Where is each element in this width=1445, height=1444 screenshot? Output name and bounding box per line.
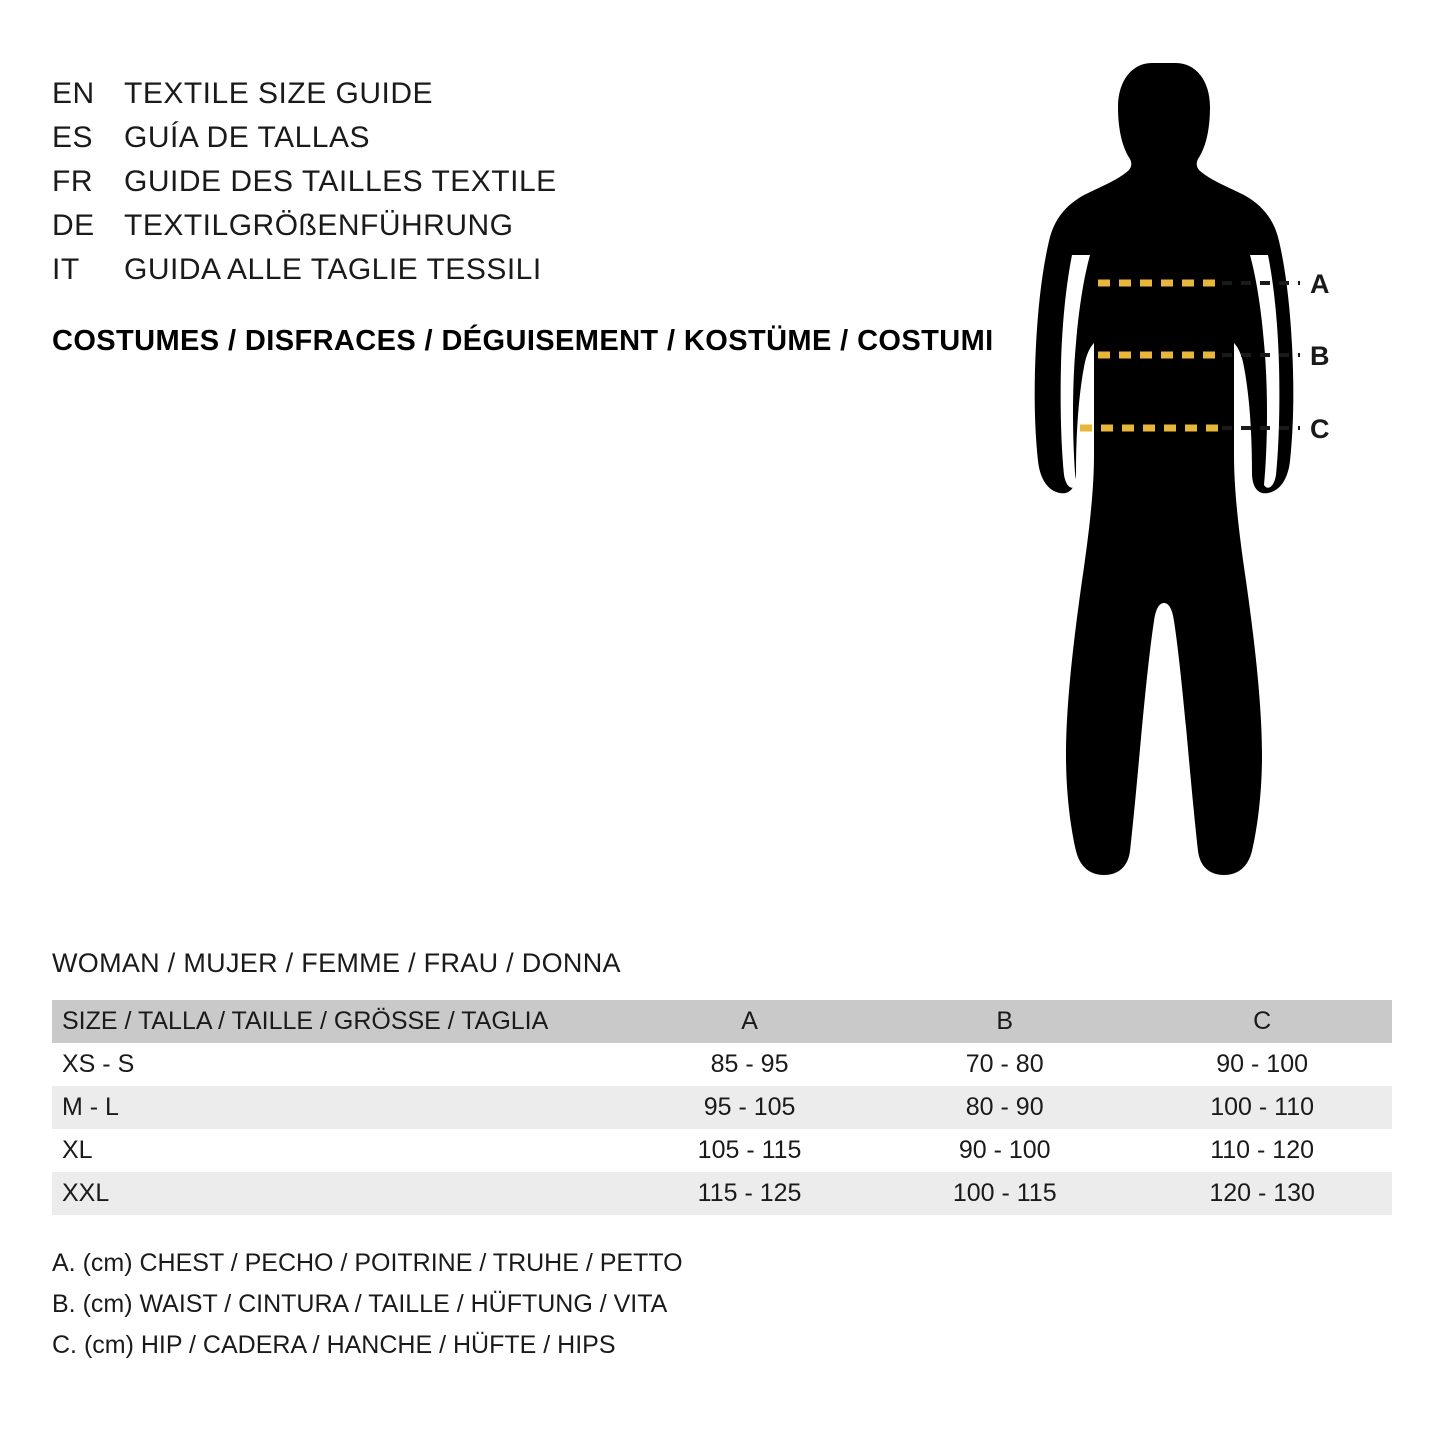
cell-b: 100 - 115 — [952, 1179, 1057, 1207]
legend-line-b: B. (cm) WAIST / CINTURA / TAILLE / HÜFTUNG / VITA — [52, 1290, 668, 1318]
size-table — [52, 1000, 1392, 1215]
table-header-row — [52, 1000, 1392, 1043]
cell-c: 110 - 120 — [1210, 1136, 1315, 1164]
cell-size: XL — [62, 1136, 93, 1164]
cell-size: XS - S — [62, 1050, 135, 1078]
marker-label-a: A — [1310, 269, 1330, 299]
cell-c: 120 - 130 — [1209, 1179, 1315, 1207]
silhouette-figure — [1010, 55, 1400, 895]
language-row-it — [52, 248, 1012, 292]
language-code-it: IT — [52, 253, 80, 286]
marker-label-c: C — [1310, 414, 1330, 444]
cell-c: 90 - 100 — [1216, 1050, 1309, 1078]
cell-a: 105 - 115 — [697, 1136, 802, 1164]
table-row — [52, 1086, 1392, 1129]
language-code-en: EN — [52, 77, 95, 110]
cell-b: 70 - 80 — [965, 1050, 1044, 1078]
language-text-fr: GUIDE DES TAILLES TEXTILE — [124, 165, 557, 198]
language-text-it: GUIDA ALLE TAGLIE TESSILI — [124, 253, 542, 286]
cell-a: 85 - 95 — [710, 1050, 789, 1078]
language-text-es: GUÍA DE TALLAS — [124, 121, 370, 154]
language-code-fr: FR — [52, 165, 93, 198]
language-row-fr — [52, 160, 1012, 204]
language-code-de: DE — [52, 209, 95, 242]
page-subtitle: COSTUMES / DISFRACES / DÉGUISEMENT / KOSTÜME / COSTUMI — [52, 325, 994, 357]
column-header-size: SIZE / TALLA / TAILLE / GRÖSSE / TAGLIA — [62, 1007, 549, 1035]
language-row-en — [52, 72, 1012, 116]
legend — [52, 1243, 683, 1366]
legend-line-c: C. (cm) HIP / CADERA / HANCHE / HÜFTE / HIPS — [52, 1331, 616, 1359]
table-row — [52, 1129, 1392, 1172]
cell-b: 80 - 90 — [965, 1093, 1044, 1121]
language-code-es: ES — [52, 121, 94, 154]
table-header — [52, 1000, 1392, 1043]
column-header-b: B — [996, 1007, 1014, 1035]
cell-c: 100 - 110 — [1210, 1093, 1315, 1121]
table-row — [52, 1172, 1392, 1215]
cell-size: M - L — [62, 1093, 119, 1121]
cell-b: 90 - 100 — [958, 1136, 1051, 1164]
cell-a: 95 - 105 — [703, 1093, 796, 1121]
table-body — [52, 1043, 1392, 1215]
cell-a: 115 - 125 — [697, 1179, 802, 1207]
legend-line-a: A. (cm) CHEST / PECHO / POITRINE / TRUHE / PETTO — [52, 1249, 683, 1277]
column-header-a: A — [741, 1007, 758, 1035]
language-row-es — [52, 116, 1012, 160]
language-row-de — [52, 204, 1012, 248]
language-text-de: TEXTILGRÖßENFÜHRUNG — [124, 209, 514, 242]
female-silhouette-icon — [1010, 55, 1400, 895]
table-row — [52, 1043, 1392, 1086]
language-list — [52, 72, 1012, 292]
cell-size: XXL — [62, 1179, 110, 1207]
table-title: WOMAN / MUJER / FEMME / FRAU / DONNA — [52, 948, 621, 978]
marker-label-b: B — [1310, 341, 1330, 371]
column-header-c: C — [1253, 1007, 1272, 1035]
language-text-en: TEXTILE SIZE GUIDE — [124, 77, 434, 110]
